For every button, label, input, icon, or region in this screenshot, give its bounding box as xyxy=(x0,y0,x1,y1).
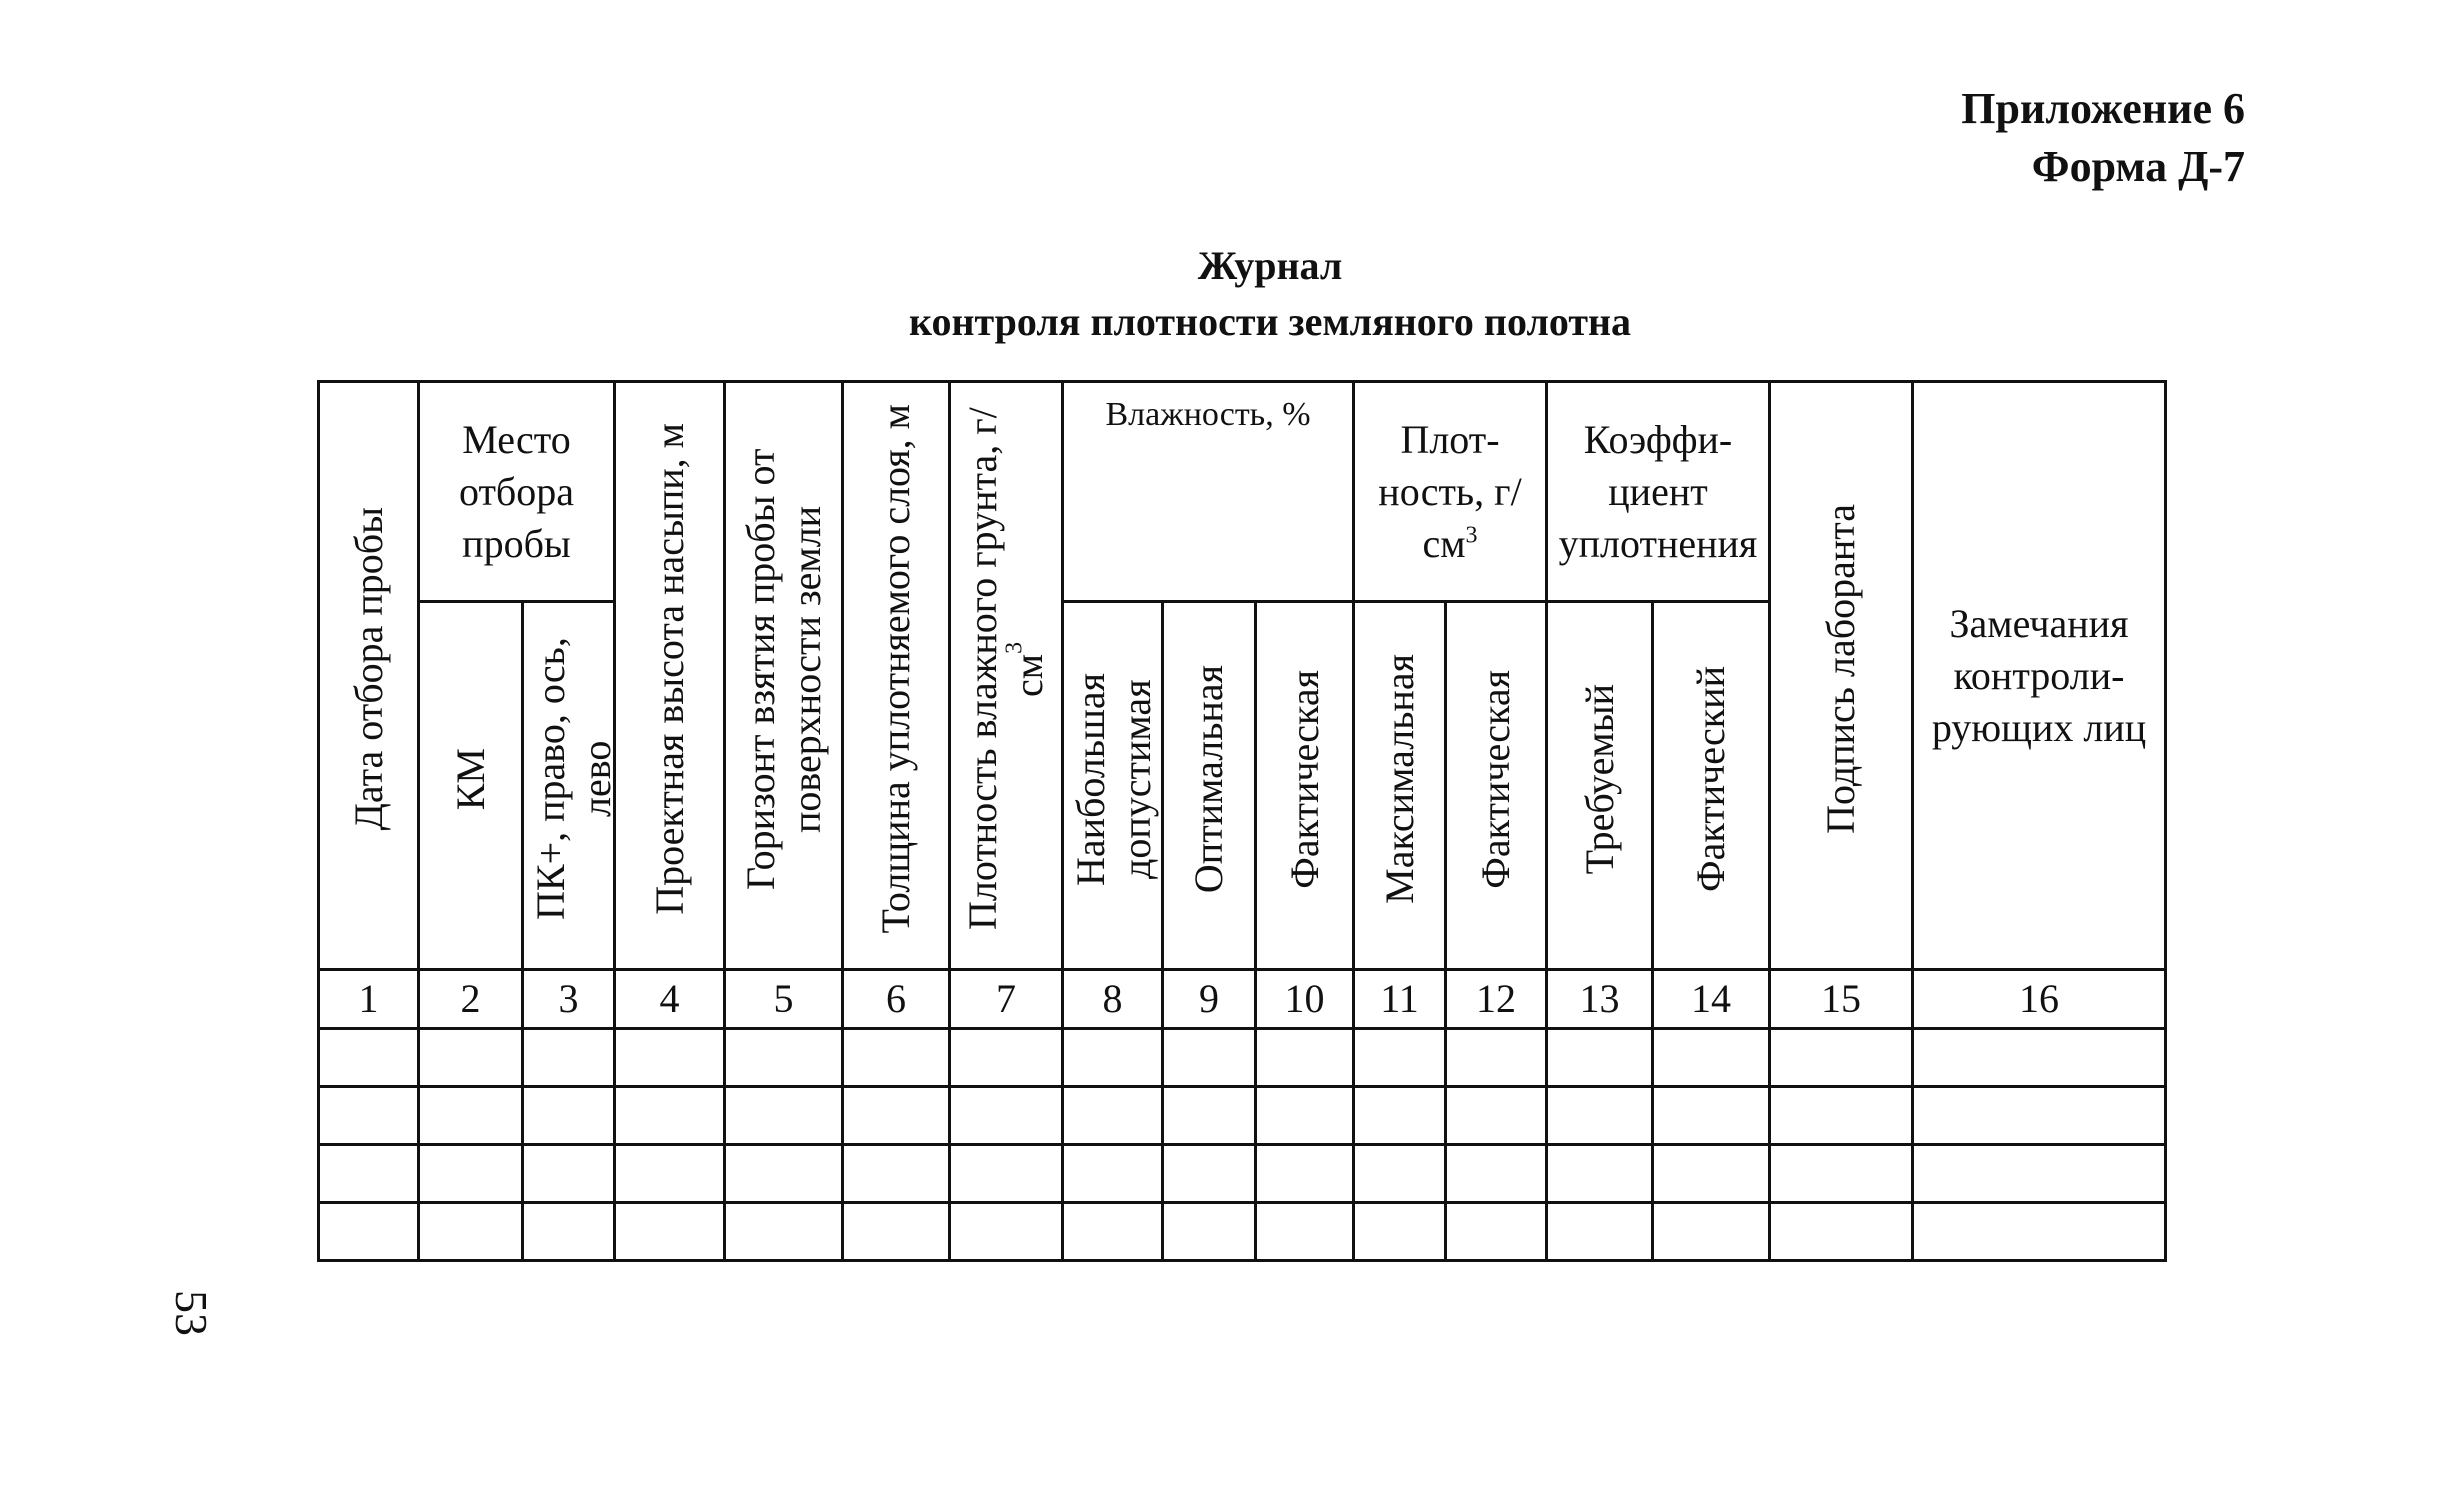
empty-cell xyxy=(950,1145,1063,1203)
appendix-number: Приложение 6 xyxy=(1961,84,2245,133)
column-number: 5 xyxy=(725,970,843,1029)
column-number: 15 xyxy=(1770,970,1913,1029)
table-row xyxy=(319,1087,2166,1145)
header-lab-signature: Подпись лаборанта xyxy=(1770,382,1913,970)
empty-cell xyxy=(319,1087,419,1145)
empty-cell xyxy=(419,1145,523,1203)
column-number-row xyxy=(319,970,2166,1029)
empty-cell xyxy=(1547,1203,1653,1261)
empty-cell xyxy=(725,1203,843,1261)
empty-cell xyxy=(950,1203,1063,1261)
header-optimal-moisture: Оптимальная xyxy=(1163,602,1256,970)
header-sampling-place: Место отбора пробы xyxy=(419,382,615,602)
empty-cell xyxy=(1770,1029,1913,1087)
empty-cell xyxy=(1547,1145,1653,1203)
header-pk-position: ПК+, право, ось, лево xyxy=(523,602,615,970)
empty-cell xyxy=(523,1029,615,1087)
empty-cell xyxy=(725,1087,843,1145)
empty-cell xyxy=(419,1029,523,1087)
empty-cell xyxy=(1446,1203,1547,1261)
empty-cell xyxy=(843,1203,950,1261)
empty-cell xyxy=(843,1029,950,1087)
empty-cell xyxy=(1913,1145,2166,1203)
empty-cell xyxy=(1770,1087,1913,1145)
header-compaction-coef-group: Коэффи-циент уплотнения xyxy=(1547,382,1770,602)
empty-cell xyxy=(523,1145,615,1203)
empty-cell xyxy=(1163,1203,1256,1261)
column-number: 16 xyxy=(1913,970,2166,1029)
empty-cell xyxy=(1354,1029,1446,1087)
empty-cell xyxy=(725,1029,843,1087)
empty-cell xyxy=(523,1203,615,1261)
column-number: 3 xyxy=(523,970,615,1029)
empty-cell xyxy=(843,1087,950,1145)
column-number: 14 xyxy=(1653,970,1770,1029)
empty-cell xyxy=(1063,1029,1163,1087)
empty-cell xyxy=(1163,1145,1256,1203)
header-max-allowed-moisture: Наибольшая допустимая xyxy=(1063,602,1163,970)
empty-cell xyxy=(950,1087,1063,1145)
empty-cell xyxy=(1256,1145,1354,1203)
empty-cell xyxy=(1256,1203,1354,1261)
empty-cell xyxy=(1547,1087,1653,1145)
empty-cell xyxy=(319,1145,419,1203)
form-code: Форма Д-7 xyxy=(2031,142,2245,191)
column-number: 6 xyxy=(843,970,950,1029)
column-number: 12 xyxy=(1446,970,1547,1029)
empty-cell xyxy=(419,1203,523,1261)
empty-cell xyxy=(843,1145,950,1203)
empty-cell xyxy=(1913,1203,2166,1261)
empty-cell xyxy=(319,1203,419,1261)
empty-cell xyxy=(1446,1087,1547,1145)
header-sample-horizon: Горизонт взятия пробы от поверхности земли xyxy=(725,382,843,970)
appendix-label xyxy=(1961,80,2245,196)
empty-cell xyxy=(615,1145,725,1203)
empty-cell xyxy=(1913,1029,2166,1087)
column-number: 8 xyxy=(1063,970,1163,1029)
empty-cell xyxy=(1063,1087,1163,1145)
column-number: 2 xyxy=(419,970,523,1029)
column-number: 1 xyxy=(319,970,419,1029)
journal-table xyxy=(317,380,2167,1262)
empty-cell xyxy=(1653,1087,1770,1145)
page-number: 53 xyxy=(166,1290,217,1336)
empty-cell xyxy=(1163,1029,1256,1087)
column-number: 13 xyxy=(1547,970,1653,1029)
empty-cell xyxy=(725,1145,843,1203)
empty-cell xyxy=(1354,1087,1446,1145)
empty-cell xyxy=(1163,1087,1256,1145)
empty-cell xyxy=(950,1029,1063,1087)
column-number: 10 xyxy=(1256,970,1354,1029)
title-line-1: Журнал xyxy=(1197,243,1343,288)
table-row xyxy=(319,1145,2166,1203)
column-number: 7 xyxy=(950,970,1063,1029)
empty-cell xyxy=(1653,1145,1770,1203)
empty-cell xyxy=(1354,1203,1446,1261)
empty-cell xyxy=(1446,1145,1547,1203)
header-actual-density: Фактическая xyxy=(1446,602,1547,970)
empty-cell xyxy=(1770,1203,1913,1261)
empty-cell xyxy=(1913,1087,2166,1145)
empty-cell xyxy=(1256,1087,1354,1145)
header-wet-density: Плотность влажного грунта, $г/см^3$ xyxy=(950,382,1063,970)
empty-cell xyxy=(1063,1203,1163,1261)
empty-cell xyxy=(615,1203,725,1261)
empty-cell xyxy=(1354,1145,1446,1203)
header-required-coef: Требуемый xyxy=(1547,602,1653,970)
empty-cell xyxy=(1653,1203,1770,1261)
empty-cell xyxy=(419,1087,523,1145)
empty-cell xyxy=(615,1087,725,1145)
header-inspector-remarks: Замечания контроли-рующих лиц xyxy=(1913,382,2166,970)
header-layer-thickness: Толщина уплотняемого слоя, м xyxy=(843,382,950,970)
header-max-density: Максимальная xyxy=(1354,602,1446,970)
empty-cell xyxy=(1446,1029,1547,1087)
empty-cell xyxy=(1256,1029,1354,1087)
column-number: 11 xyxy=(1354,970,1446,1029)
empty-cell xyxy=(1063,1145,1163,1203)
header-sample-date: Дата отбора пробы xyxy=(319,382,419,970)
empty-cell xyxy=(319,1029,419,1087)
empty-cell xyxy=(1547,1029,1653,1087)
table-row xyxy=(319,1203,2166,1261)
header-actual-coef: Фактический xyxy=(1653,602,1770,970)
document-title xyxy=(0,238,2437,350)
empty-cell xyxy=(615,1029,725,1087)
empty-cell xyxy=(1770,1145,1913,1203)
header-design-height: Проектная высота насыпи, м xyxy=(615,382,725,970)
header-density-group: Плот-ность, $г/см^3$ xyxy=(1354,382,1547,602)
table-row xyxy=(319,1029,2166,1087)
header-moisture-group: Влажность, % xyxy=(1063,382,1354,602)
title-line-2: контроля плотности земляного полотна xyxy=(908,299,1632,344)
column-number: 9 xyxy=(1163,970,1256,1029)
empty-cell xyxy=(523,1087,615,1145)
empty-cell xyxy=(1653,1029,1770,1087)
column-number: 4 xyxy=(615,970,725,1029)
header-km: КМ xyxy=(419,602,523,970)
header-actual-moisture: Фактическая xyxy=(1256,602,1354,970)
